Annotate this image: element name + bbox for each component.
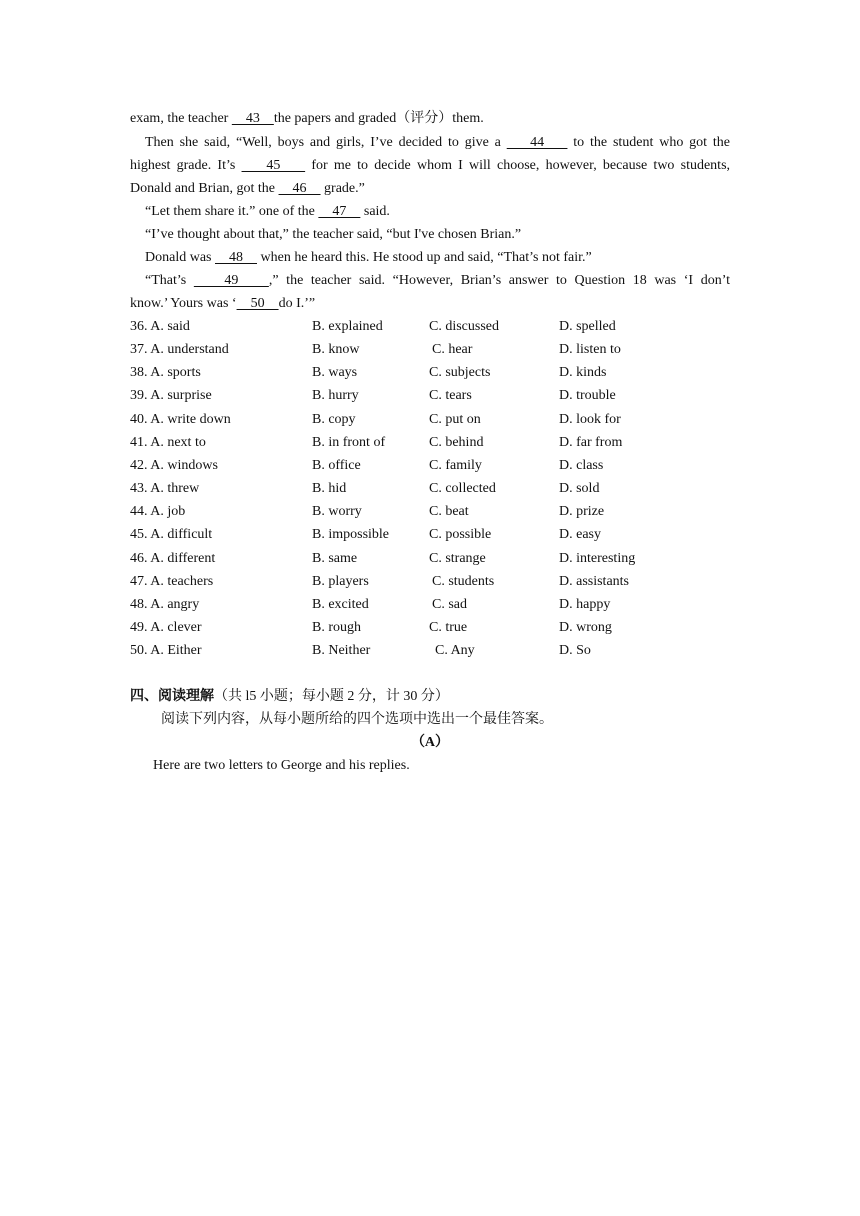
- option-d: D. look for: [559, 411, 621, 427]
- option-row: [130, 570, 730, 593]
- option-a: 46. A. different: [130, 550, 216, 566]
- option-c: C. sad: [432, 596, 467, 612]
- answer-blank: 48: [215, 250, 257, 265]
- option-row: [130, 315, 730, 338]
- passage-line: [130, 177, 730, 200]
- option-row: [130, 361, 730, 384]
- option-c: C. true: [429, 619, 468, 635]
- option-row: [130, 454, 730, 477]
- option-row: [130, 338, 730, 361]
- passage-text: said.: [360, 204, 390, 219]
- option-b: B. Neither: [312, 643, 371, 659]
- option-c: C. hear: [432, 342, 473, 358]
- passage-text: exam, the teacher: [130, 111, 232, 126]
- option-a: 41. A. next to: [130, 434, 206, 450]
- answer-blank: 45: [241, 158, 306, 173]
- passage-text: Donald was: [145, 250, 215, 265]
- option-row: [130, 431, 730, 454]
- option-b: B. same: [312, 550, 358, 566]
- option-b: B. in front of: [312, 434, 386, 450]
- option-a: 50. A. Either: [130, 643, 202, 659]
- option-c: C. strange: [429, 550, 486, 566]
- option-a: 36. A. said: [130, 319, 190, 334]
- option-row: [130, 593, 730, 616]
- passage-line: [130, 154, 730, 177]
- option-d: D. easy: [559, 527, 601, 543]
- passage-text: Donald and Brian, got the: [130, 181, 279, 196]
- option-a: 49. A. clever: [130, 619, 202, 635]
- passage-text: when he heard this. He stood up and said, “That’s not fair.”: [257, 250, 592, 265]
- option-d: D. prize: [559, 504, 605, 520]
- option-row: [130, 639, 730, 662]
- option-a: 40. A. write down: [130, 411, 231, 427]
- option-d: D. spelled: [559, 319, 616, 334]
- option-c: C. discussed: [429, 319, 499, 334]
- passage-line: [130, 292, 730, 315]
- passage-line: [145, 246, 730, 269]
- option-d: D. trouble: [559, 388, 616, 404]
- option-b: B. know: [312, 342, 360, 358]
- option-c: C. subjects: [429, 365, 491, 381]
- option-row: [130, 477, 730, 500]
- passage-line: [145, 269, 730, 292]
- option-b: B. hurry: [312, 388, 359, 404]
- option-row: [130, 547, 730, 570]
- option-c: C. possible: [429, 527, 492, 543]
- option-row: [130, 500, 730, 523]
- answer-blank: 47: [318, 204, 361, 219]
- option-b: B. hid: [312, 481, 347, 497]
- option-d: D. wrong: [559, 619, 612, 635]
- passage-text: Then she said, “Well, boys and girls, I’ve decided to give a: [145, 135, 507, 150]
- passage-text: grade.”: [320, 181, 365, 196]
- option-a: 45. A. difficult: [130, 527, 213, 543]
- answer-blank: 44: [506, 135, 568, 150]
- option-b: B. worry: [312, 504, 362, 520]
- option-d: D. assistants: [559, 573, 629, 589]
- option-c: C. tears: [429, 388, 472, 404]
- passage-line: [145, 200, 730, 223]
- option-b: B. rough: [312, 619, 361, 635]
- option-a: 42. A. windows: [130, 457, 218, 473]
- passage-text: for me to decide whom I will choose, however, because two students,: [305, 158, 731, 173]
- option-a: 39. A. surprise: [130, 388, 212, 404]
- section-heading: [130, 685, 449, 708]
- passage-line: [145, 131, 730, 154]
- passage-text: the papers and graded（评分）them.: [273, 111, 484, 126]
- option-row: [130, 384, 730, 407]
- option-b: B. explained: [312, 319, 383, 334]
- passage-text: to the student who got the: [567, 135, 731, 150]
- option-b: B. excited: [312, 596, 369, 612]
- option-b: B. impossible: [312, 527, 390, 543]
- option-a: 43. A. threw: [130, 481, 200, 497]
- option-d: D. listen to: [559, 342, 621, 358]
- option-d: D. kinds: [559, 365, 607, 381]
- option-c: C. behind: [429, 434, 484, 450]
- passage-text: “Let them share it.” one of the: [145, 204, 319, 219]
- passage-text: do I.’”: [278, 296, 316, 311]
- passage-text: know.’ Yours was ‘: [130, 296, 237, 311]
- option-d: D. interesting: [559, 550, 636, 566]
- option-c: C. collected: [429, 481, 496, 497]
- option-c: C. beat: [429, 504, 469, 520]
- option-b: B. office: [312, 457, 361, 473]
- answer-blank: 46: [278, 181, 321, 196]
- section-instruction: 阅读下列内容，从每小题所给的四个选项中选出一个最佳答案。: [161, 712, 553, 727]
- option-a: 47. A. teachers: [130, 573, 214, 589]
- answer-blank: 49: [193, 273, 269, 288]
- option-a: 44. A. job: [130, 504, 186, 520]
- option-row: [130, 616, 730, 639]
- option-c: C. Any: [435, 643, 475, 659]
- passage-text: highest grade. It’s: [130, 158, 242, 173]
- answer-blank: 43: [231, 111, 274, 126]
- option-d: D. happy: [559, 596, 611, 612]
- option-b: B. players: [312, 573, 369, 589]
- option-d: D. sold: [559, 481, 600, 497]
- passage-line: [145, 223, 730, 246]
- reading-intro: Here are two letters to George and his replies.: [153, 758, 410, 773]
- part-label: （A）: [410, 735, 450, 750]
- option-d: D. class: [559, 457, 604, 473]
- option-d: D. far from: [559, 434, 623, 450]
- option-row: [130, 523, 730, 546]
- option-b: B. ways: [312, 365, 358, 381]
- section-note: （共 l5 小题；每小题 2 分，计 30 分）: [214, 689, 449, 704]
- passage-text: “That’s: [145, 273, 194, 288]
- option-row: [130, 408, 730, 431]
- section-title: 四、阅读理解: [130, 689, 214, 704]
- option-c: C. family: [429, 457, 482, 473]
- answer-blank: 50: [236, 296, 279, 311]
- option-c: C. students: [432, 573, 495, 589]
- option-a: 48. A. angry: [130, 596, 200, 612]
- option-d: D. So: [559, 643, 591, 659]
- option-c: C. put on: [429, 411, 481, 427]
- option-a: 38. A. sports: [130, 365, 201, 381]
- option-a: 37. A. understand: [130, 342, 229, 358]
- option-b: B. copy: [312, 411, 356, 427]
- passage-text: ,” the teacher said. “However, Brian’s answer to Question 18 was ‘I don’t: [268, 273, 731, 288]
- passage-text: “I’ve thought about that,” the teacher said, “but I've chosen Brian.”: [145, 227, 522, 242]
- passage-line: [130, 107, 730, 130]
